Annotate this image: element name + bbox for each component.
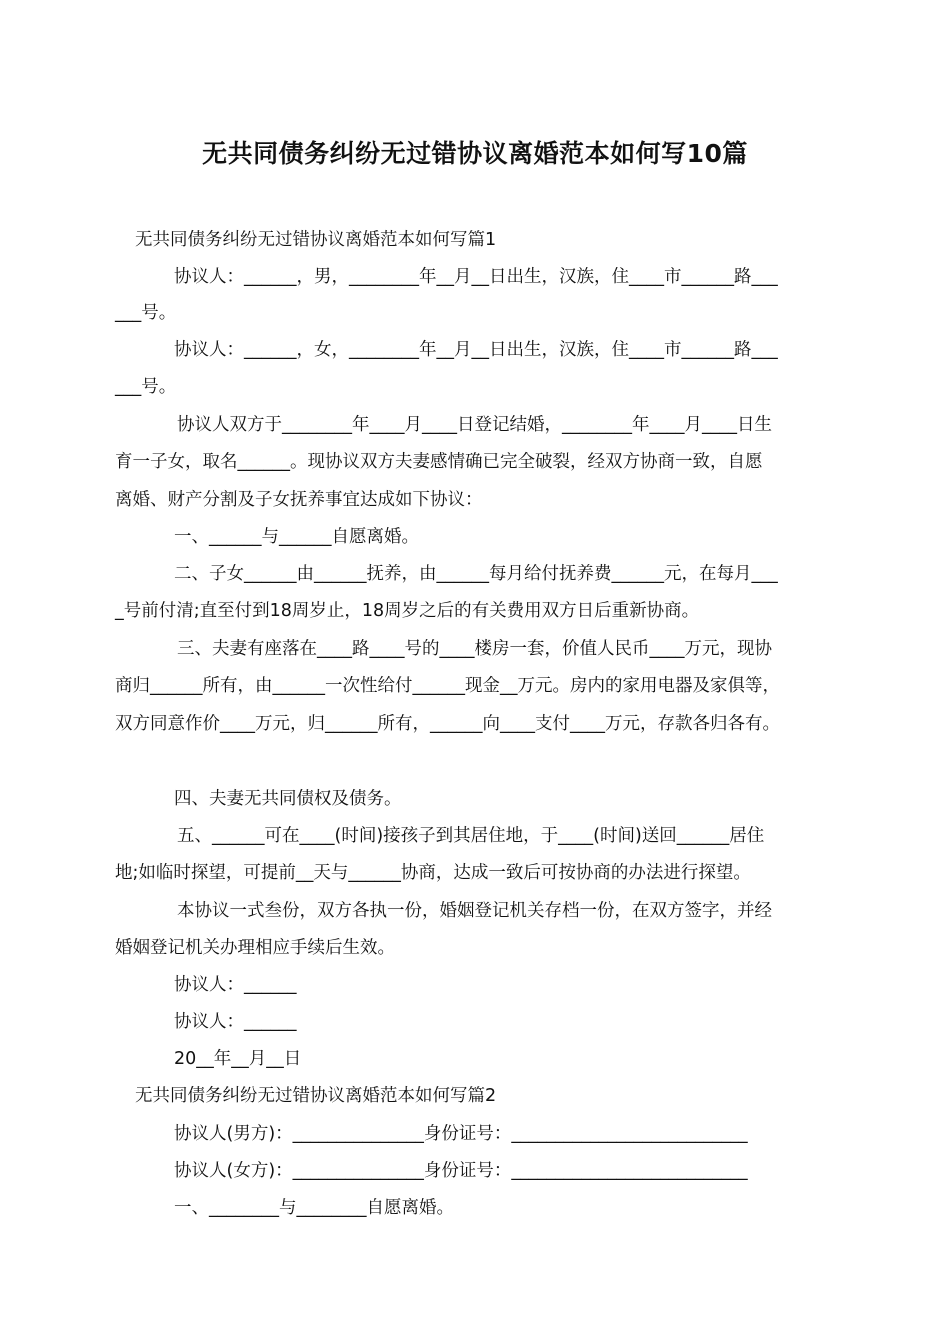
- paragraph-line: 协议人(女方)：_______________身份证号：___________________________: [174, 1161, 748, 1181]
- signature-line: 协议人：______: [174, 1012, 297, 1032]
- paragraph-line: 协议人(男方)：_______________身份证号：___________________________: [174, 1124, 748, 1144]
- section-heading-1: 无共同债务纠纷无过错协议离婚范本如何写篇1: [135, 230, 497, 250]
- date-line: 20__年__月__日: [174, 1049, 302, 1069]
- paragraph-line: 四、夫妻无共同债权及债务。: [174, 789, 402, 809]
- paragraph-line: 本协议一式叁份，双方各执一份，婚姻登记机关存档一份，在双方签字，并经: [177, 901, 772, 921]
- paragraph-line: 商归______所有，由______一次性给付______现金__万元。房内的家用电器及家俱等，: [115, 676, 780, 696]
- paragraph-line: ___号。: [115, 303, 177, 323]
- paragraph-line: _号前付清;直至付到18周岁止，18周岁之后的有关费用双方日后重新协商。: [115, 601, 700, 621]
- paragraph-line: 二、子女______由______抚养，由______每月给付抚养费______元，在每月___: [174, 564, 778, 584]
- document-title: 无共同债务纠纷无过错协议离婚范本如何写10篇: [202, 139, 748, 168]
- paragraph-line: 协议人：______，女，________年__月__日出生，汉族，住____市______路___: [174, 340, 778, 360]
- paragraph-line: ___号。: [115, 377, 177, 397]
- paragraph-line: 双方同意作价____万元，归______所有，______向____支付____万元，存款各归各有。: [115, 714, 780, 734]
- paragraph-line: 协议人：______，男，________年__月__日出生，汉族，住____市______路___: [174, 267, 778, 287]
- paragraph-line: 婚姻登记机关办理相应手续后生效。: [115, 938, 395, 958]
- section-heading-2: 无共同债务纠纷无过错协议离婚范本如何写篇2: [135, 1086, 497, 1106]
- paragraph-line: 三、夫妻有座落在____路____号的____楼房一套，价值人民币____万元，现协: [177, 639, 772, 659]
- paragraph-line: 离婚、财产分割及子女抚养事宜达成如下协议：: [115, 490, 483, 510]
- paragraph-line: 五、______可在____(时间)接孩子到其居住地，于____(时间)送回______居住: [177, 826, 765, 846]
- paragraph-line: 地;如临时探望，可提前__天与______协商，达成一致后可按协商的办法进行探望。: [115, 863, 751, 883]
- paragraph-line: 一、______与______自愿离婚。: [174, 527, 419, 547]
- paragraph-line: 育一子女，取名______。现协议双方夫妻感情确已完全破裂，经双方协商一致，自愿: [115, 452, 763, 472]
- paragraph-line: 协议人双方于________年____月____日登记结婚，________年____月____日生: [177, 415, 772, 435]
- signature-line: 协议人：______: [174, 975, 297, 995]
- paragraph-line: 一、________与________自愿离婚。: [174, 1198, 454, 1218]
